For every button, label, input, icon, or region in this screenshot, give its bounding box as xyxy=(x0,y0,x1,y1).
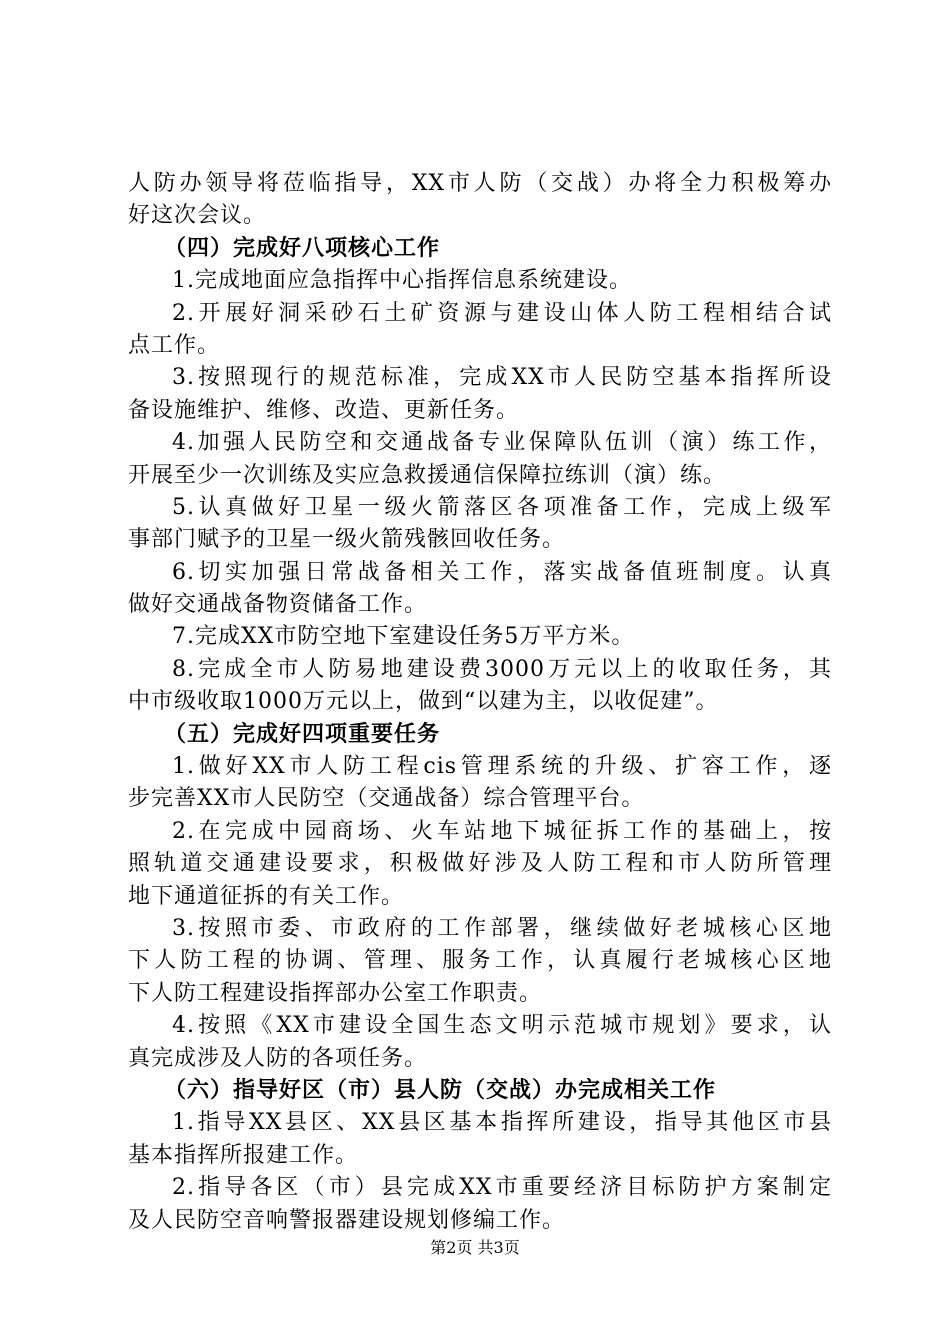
paragraph-line: 中市级收取1000万元以上，做到“以建为主，以收促建”。 xyxy=(128,689,719,715)
paragraph-line: 2.指导各区（市）县完成XX市重要经济目标防护方案制定 xyxy=(172,1175,832,1201)
paragraph-line: 3.按照现行的规范标准，完成XX市人民防空基本指挥所设 xyxy=(172,365,832,391)
paragraph-line: 1.做好XX市人防工程cis管理系统的升级、扩容工作，逐 xyxy=(172,754,832,780)
section-heading: （五）完成好四项重要任务 xyxy=(164,721,441,747)
paragraph-line: 3.按照市委、市政府的工作部署，继续做好老城核心区地 xyxy=(172,915,832,941)
paragraph-line: 地下通道征拆的有关工作。 xyxy=(128,883,405,909)
paragraph-line: 4.加强人民防空和交通战备专业保障队伍训（演）练工作， xyxy=(172,430,832,456)
page-footer: 第2页 共3页 xyxy=(430,1238,520,1257)
paragraph-line: 开展至少一次训练及实应急救援通信保障拉练训（演）练。 xyxy=(128,462,727,488)
section-heading: （六）指导好区（市）县人防（交战）办完成相关工作 xyxy=(164,1077,717,1103)
paragraph-line: 6.切实加强日常战备相关工作，落实战备值班制度。认真 xyxy=(172,559,832,585)
paragraph-line: 好这次会议。 xyxy=(128,203,267,229)
paragraph-line: 事部门赋予的卫星一级火箭残骸回收任务。 xyxy=(128,527,566,553)
paragraph-line: 1.指导XX县区、XX县区基本指挥所建设，指导其他区市县 xyxy=(172,1110,832,1136)
paragraph-line: 及人民防空音响警报器建设规划修编工作。 xyxy=(128,1207,566,1233)
paragraph-line: 2.在完成中园商场、火车站地下城征拆工作的基础上，按 xyxy=(172,818,832,844)
paragraph-line: 真完成涉及人防的各项任务。 xyxy=(128,1045,428,1071)
paragraph-line: 照轨道交通建设要求，积极做好涉及人防工程和市人防所管理 xyxy=(128,851,832,877)
paragraph-line: 下人防工程建设指挥部办公室工作职责。 xyxy=(128,980,543,1006)
paragraph-line: 1.完成地面应急指挥中心指挥信息系统建设。 xyxy=(172,268,632,294)
paragraph-line: 4.按照《XX市建设全国生态文明示范城市规划》要求，认 xyxy=(172,1013,832,1039)
paragraph-line: 5.认真做好卫星一级火箭落区各项准备工作，完成上级军 xyxy=(172,494,832,520)
paragraph-line: 基本指挥所报建工作。 xyxy=(128,1142,359,1168)
paragraph-line: 点工作。 xyxy=(128,332,221,358)
paragraph-line: 7.完成XX市防空地下室建设任务5万平方米。 xyxy=(172,624,635,650)
paragraph-line: 做好交通战备物资储备工作。 xyxy=(128,592,428,618)
paragraph-line: 人防办领导将莅临指导，XX市人防（交战）办将全力积极筹办 xyxy=(128,171,832,196)
section-heading: （四）完成好八项核心工作 xyxy=(164,235,441,261)
document-body xyxy=(128,168,832,1237)
paragraph-line: 下人防工程的协调、管理、服务工作，认真履行老城核心区地 xyxy=(128,948,832,974)
paragraph-line: 2.开展好洞采砂石土矿资源与建设山体人防工程相结合试 xyxy=(172,300,832,326)
paragraph-line: 备设施维护、维修、改造、更新任务。 xyxy=(128,397,520,423)
paragraph-line: 步完善XX市人民防空（交通战备）综合管理平台。 xyxy=(128,786,645,812)
paragraph-line: 8.完成全市人防易地建设费3000万元以上的收取任务，其 xyxy=(172,656,832,682)
